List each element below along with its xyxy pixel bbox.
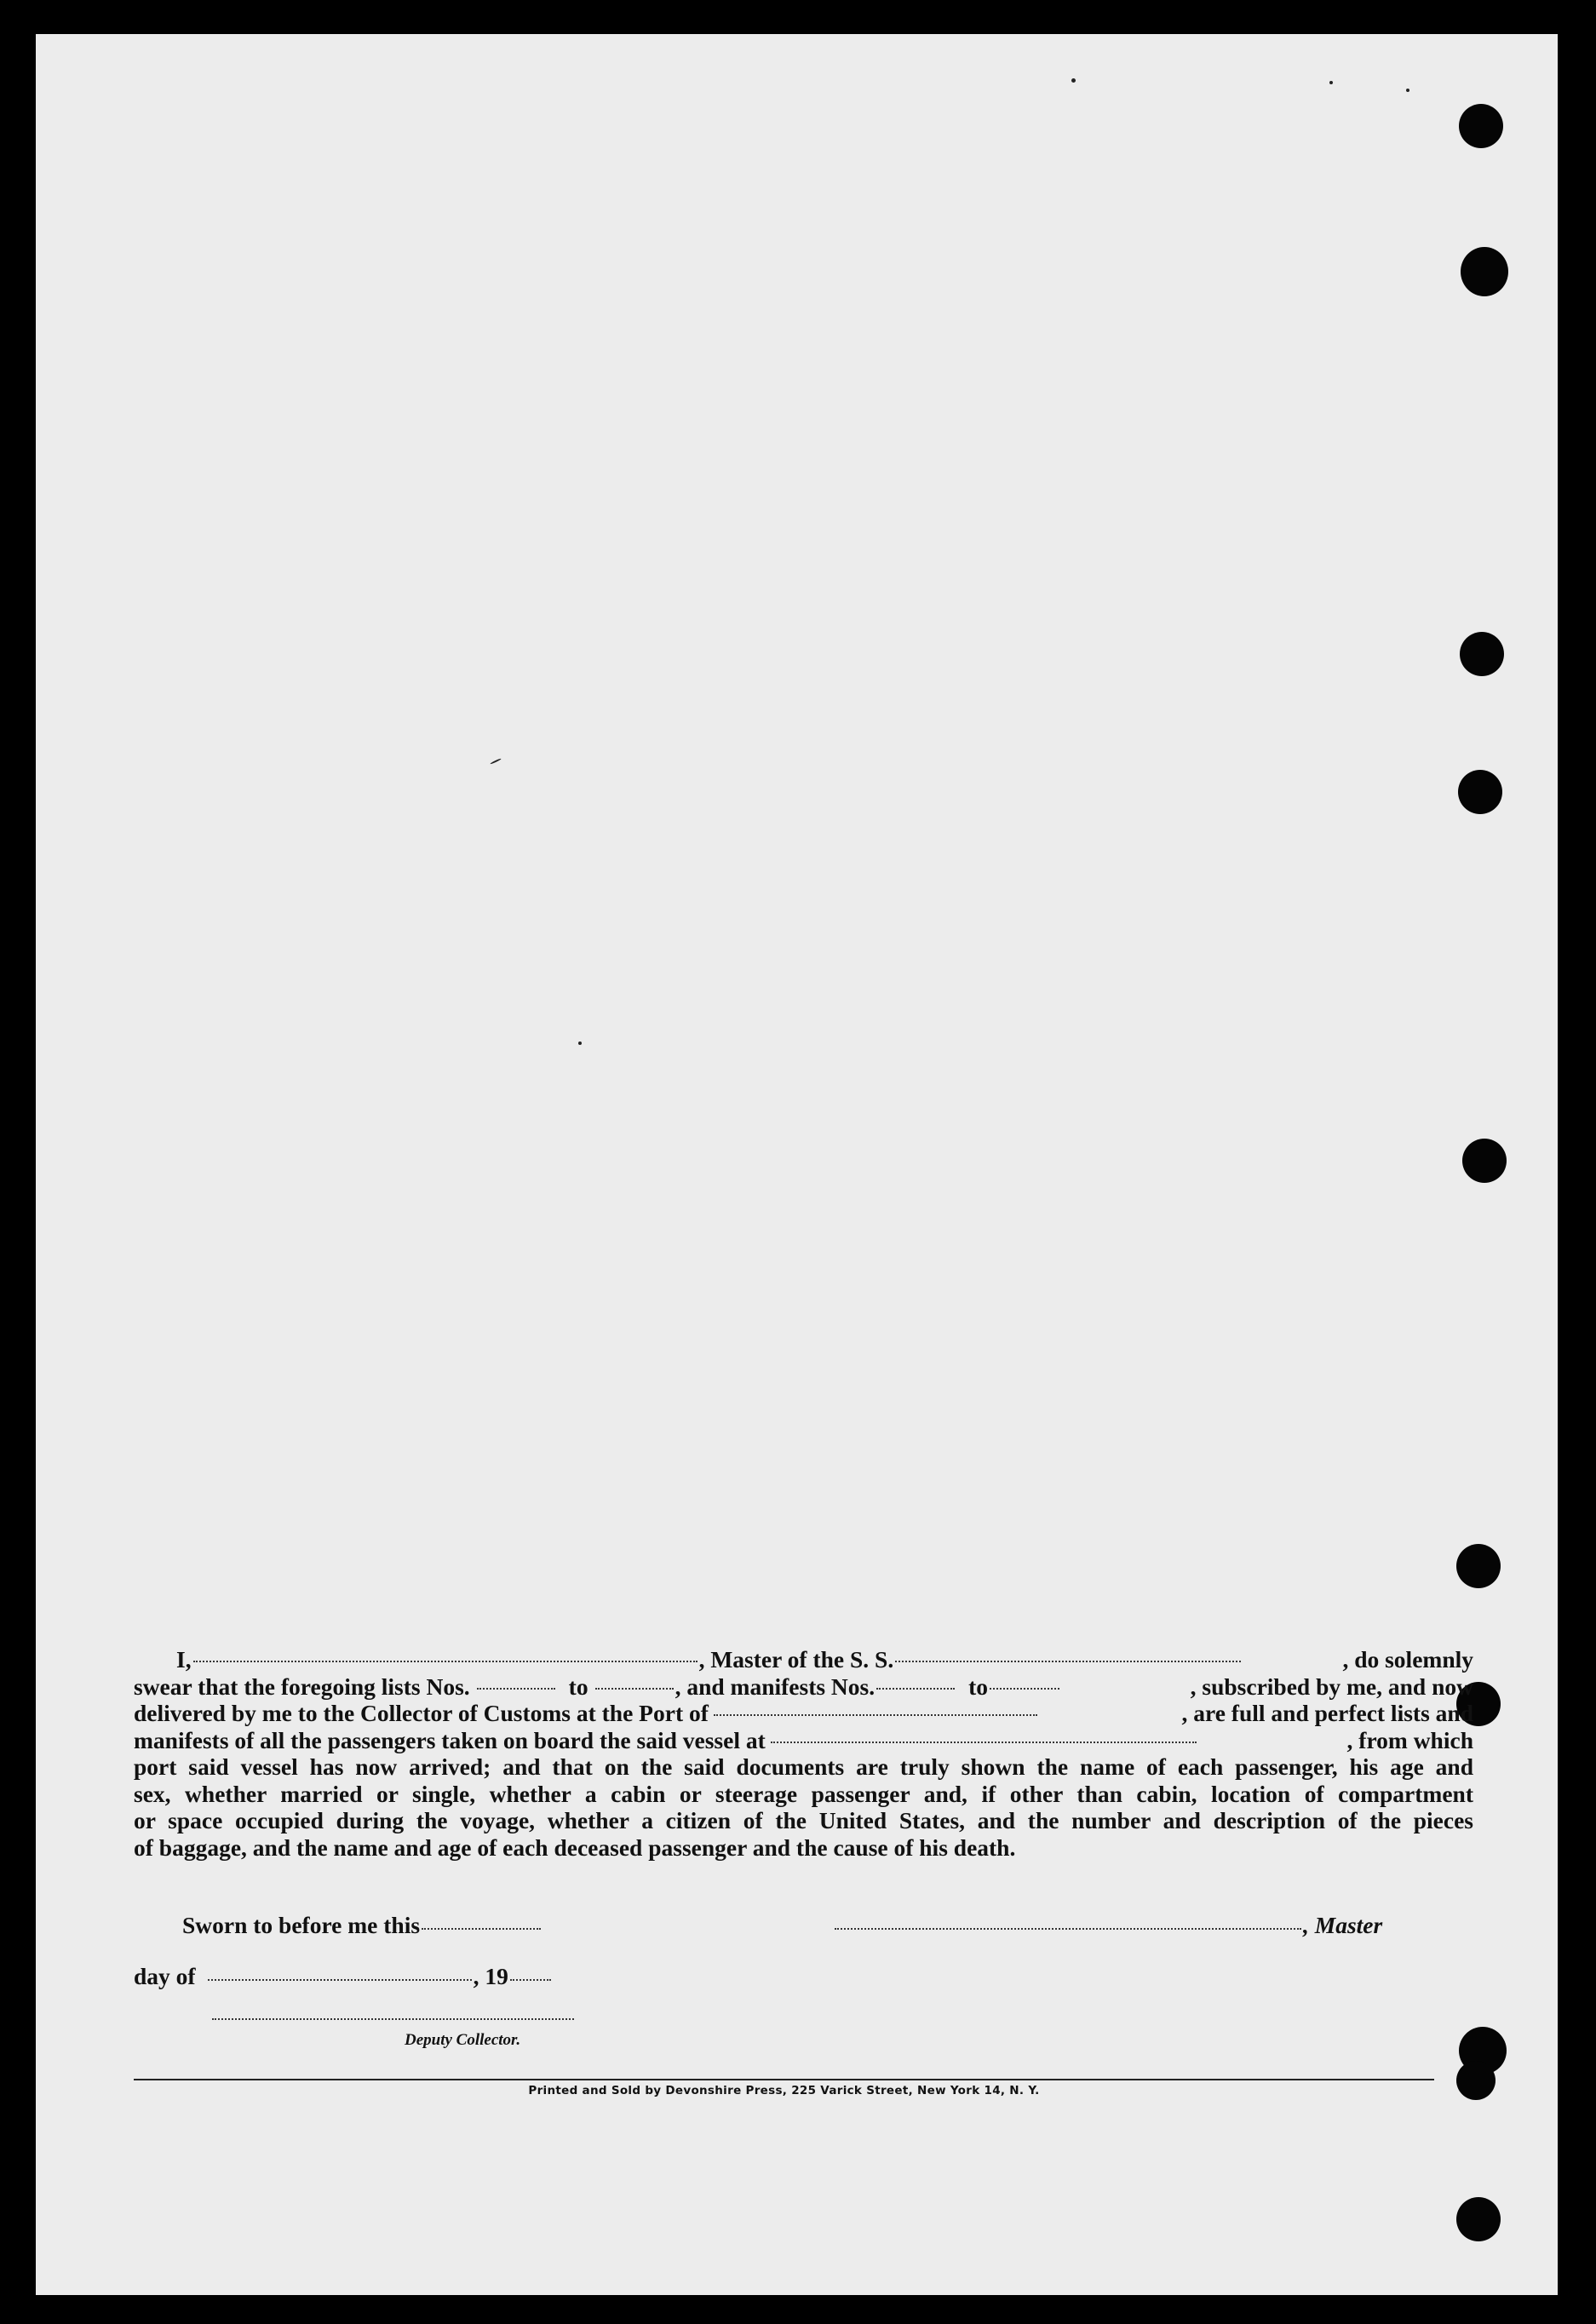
punch-hole — [1459, 104, 1503, 148]
day-of-label: day of — [134, 1963, 196, 1989]
punch-hole — [1462, 1139, 1507, 1183]
port-field[interactable] — [714, 1714, 1037, 1716]
punch-hole — [1456, 2197, 1501, 2241]
oath-line: of baggage, and the name and age of each deceased passenger and the cause of his death. — [134, 1833, 1016, 1861]
departure-port-field[interactable] — [771, 1742, 1197, 1743]
document-page — [36, 34, 1558, 2295]
speck — [1071, 78, 1076, 83]
name-field[interactable] — [193, 1661, 698, 1662]
oath-text: to — [968, 1673, 989, 1700]
list-from-field[interactable] — [477, 1688, 555, 1690]
master-signature-field[interactable] — [835, 1928, 1301, 1930]
sworn-label: Sworn to before me this — [182, 1912, 421, 1938]
sworn-day-field[interactable] — [422, 1928, 541, 1930]
deputy-signature-field[interactable] — [212, 2018, 574, 2020]
speck — [490, 758, 502, 765]
oath-line: sex, whether married or single, whether a cabin or steerage passenger and, if other than cabin, location of compartment — [134, 1780, 1473, 1807]
punch-hole — [1456, 1544, 1501, 1588]
manifest-from-field[interactable] — [876, 1688, 955, 1690]
oath-text: , from which — [1346, 1726, 1473, 1753]
printer-imprint: Printed and Sold by Devonshire Press, 225 Varick Street, New York 14, N. Y. — [528, 2084, 1040, 2097]
oath-text: , Master of the S. S. — [698, 1646, 894, 1673]
month-field[interactable] — [208, 1979, 472, 1981]
master-label: , Master — [1303, 1912, 1383, 1938]
sworn-line — [182, 1912, 543, 1939]
oath-text: , are full and perfect lists and — [1181, 1700, 1473, 1726]
manifest-to-field[interactable] — [990, 1688, 1059, 1690]
punch-hole — [1458, 770, 1502, 814]
oath-text: manifests of all the passengers taken on board the said vessel at — [134, 1726, 766, 1753]
oath-text: swear that the foregoing lists Nos. — [134, 1673, 470, 1700]
master-signature-line — [833, 1912, 1382, 1939]
oath-line — [134, 1673, 1473, 1701]
oath-line — [134, 1700, 1473, 1727]
deputy-collector-caption: Deputy Collector. — [405, 2031, 521, 2049]
punch-hole — [1461, 247, 1508, 296]
oath-line: or space occupied during the voyage, whether a citizen of the United States, and the number and description of the pieces — [134, 1807, 1473, 1833]
speck — [1406, 89, 1409, 92]
date-line — [134, 1963, 553, 1990]
list-to-field[interactable] — [595, 1688, 674, 1690]
footer-rule — [134, 2079, 1434, 2080]
oath-text: to — [568, 1673, 588, 1700]
oath-text: , do solemnly — [1342, 1646, 1473, 1673]
oath-paragraph — [134, 1646, 1473, 1861]
speck — [1329, 81, 1333, 84]
punch-hole — [1456, 2061, 1496, 2100]
oath-text: I, — [176, 1646, 192, 1673]
punch-hole — [1460, 632, 1504, 676]
oath-text: , subscribed by me, and now — [1190, 1673, 1473, 1700]
oath-text: delivered by me to the Collector of Customs at the Port of — [134, 1700, 709, 1726]
speck — [578, 1041, 582, 1045]
oath-line — [134, 1646, 1473, 1673]
year-prefix-label: , 19 — [473, 1963, 508, 1989]
ship-name-field[interactable] — [895, 1661, 1241, 1662]
year-field[interactable] — [510, 1979, 551, 1981]
oath-text: , and manifests Nos. — [675, 1673, 876, 1700]
oath-line: port said vessel has now arrived; and that on the said documents are truly shown the name of each passenger, his age and — [134, 1753, 1473, 1780]
oath-line — [134, 1727, 1473, 1754]
